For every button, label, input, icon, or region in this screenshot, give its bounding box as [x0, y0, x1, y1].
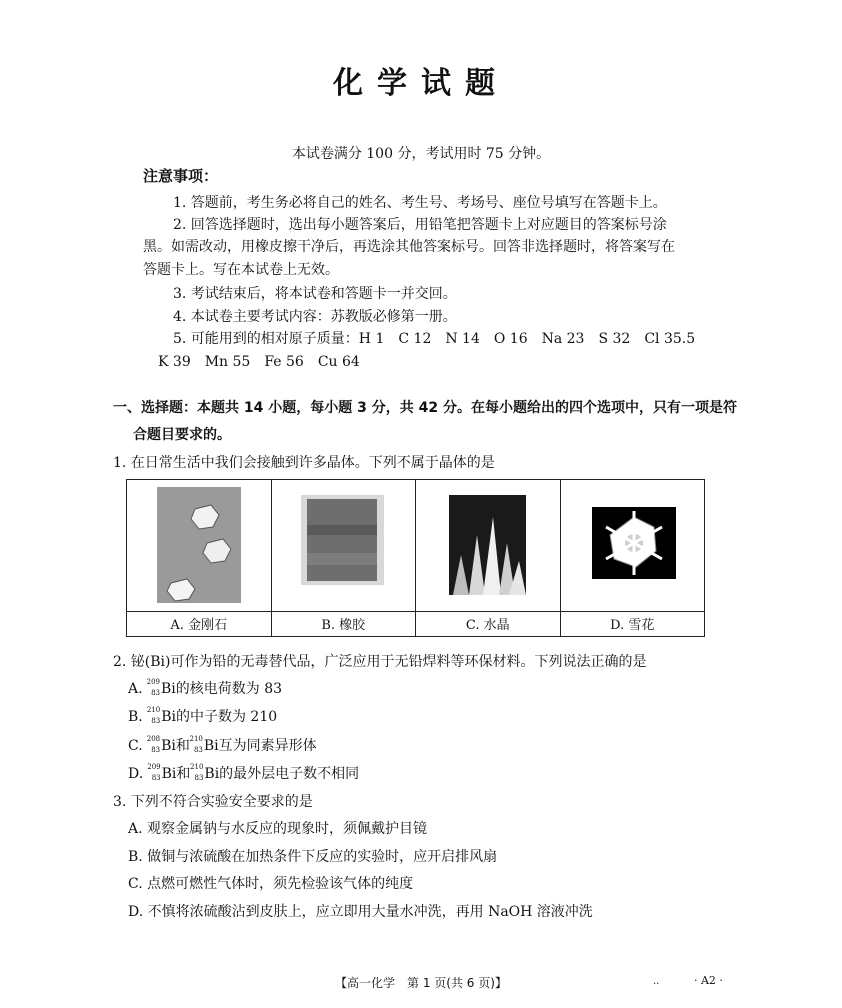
isotope-notation: 210 83 — [190, 763, 204, 782]
isotope-notation: 209 83 — [146, 678, 161, 697]
element-symbol: Bi — [203, 738, 219, 754]
q2-option-b — [128, 706, 277, 726]
isotope-notation: 210 83 — [189, 735, 203, 754]
page-title: 化学试题 — [333, 66, 509, 101]
q3-option-a: A. 观察金属钠与水反应的现象时，须佩戴护目镜 — [128, 821, 428, 837]
element-symbol: Bi — [204, 766, 220, 782]
diamond-image — [157, 487, 241, 603]
q3-option-b: B. 做铜与浓硫酸在加热条件下反应的实验时，应开启排风扇 — [128, 849, 498, 865]
notice-line: 1. 答题前，考生务必将自己的姓名、考生号、考场号、座位号填写在答题卡上。 — [173, 195, 667, 211]
question-3-stem: 3. 下列不符合实验安全要求的是 — [113, 794, 313, 810]
option-label: B. — [128, 709, 143, 725]
element-symbol: Bi — [161, 766, 177, 782]
element-symbol: Bi — [161, 709, 176, 725]
q1-image-table — [126, 479, 705, 637]
option-label: A. — [128, 681, 143, 697]
notice-line: K 39 Mn 55 Fe 56 Cu 64 — [158, 354, 360, 370]
element-symbol: Bi — [161, 738, 176, 754]
caption-b: B. 橡胶 — [321, 618, 366, 633]
q1-cell-a — [127, 480, 272, 636]
snowflake-image — [592, 507, 676, 579]
notice-line: 4. 本试卷主要考试内容：苏教版必修第一册。 — [173, 309, 457, 325]
section-heading-cont: 合题目要求的。 — [133, 427, 231, 443]
q2-option-a — [128, 678, 282, 698]
question-2-stem: 2. 铋(Bi)可作为铅的无毒替代品，广泛应用于无铅焊料等环保材料。下列说法正确的是 — [113, 654, 647, 670]
notice-line: 黑。如需改动，用橡皮擦干净后，再选涂其他答案标号。回答非选择题时，将答案写在 — [143, 239, 675, 255]
q1-cell-d — [561, 480, 705, 636]
element-symbol: Bi — [161, 681, 176, 697]
option-text: 的核电荷数为 83 — [175, 681, 283, 697]
isotope-notation: 209 83 — [147, 763, 161, 782]
q2-option-c — [128, 735, 317, 755]
footer-dots: .. — [653, 976, 660, 987]
option-text: 和 — [175, 738, 190, 754]
question-1-stem: 1. 在日常生活中我们会接触到许多晶体。下列不属于晶体的是 — [113, 455, 495, 471]
caption-divider — [126, 611, 705, 612]
rubber-image — [301, 495, 384, 585]
caption-c: C. 水晶 — [465, 618, 510, 633]
page-footer: 【高一化学 第 1 页(共 6 页)】 — [335, 976, 507, 990]
option-text: 的中子数为 210 — [175, 709, 278, 725]
notice-line: 3. 考试结束后，将本试卷和答题卡一并交回。 — [173, 286, 457, 302]
caption-a: A. 金刚石 — [170, 618, 228, 633]
notice-line: 2. 回答选择题时，选出每小题答案后，用铅笔把答题卡上对应题目的答案标号涂 — [173, 217, 667, 233]
isotope-notation: 208 83 — [146, 735, 161, 754]
option-label: D. — [128, 766, 144, 782]
option-text: 的最外层电子数不相同 — [219, 766, 360, 782]
quartz-image — [449, 495, 526, 595]
q3-option-d: D. 不慎将浓硫酸沾到皮肤上，应立即用大量水冲洗，再用 NaOH 溶液冲洗 — [128, 904, 593, 920]
q2-option-d — [128, 763, 359, 783]
caption-d: D. 雪花 — [610, 618, 655, 633]
option-text: 和 — [176, 766, 191, 782]
notice-line: 答题卡上。写在本试卷上无效。 — [143, 262, 339, 278]
notice-line: 5. 可能用到的相对原子质量：H 1 C 12 N 14 O 16 Na 23 S 32 Cl 35.5 — [173, 331, 696, 347]
q3-option-c: C. 点燃可燃性气体时，须先检验该气体的纯度 — [128, 876, 414, 892]
notice-heading: 注意事项： — [143, 167, 219, 185]
q1-cell-b — [272, 480, 417, 636]
section-heading: 一、选择题：本题共 14 小题，每小题 3 分，共 42 分。在每小题给出的四个选项中，只有一项是符 — [113, 400, 737, 416]
option-text: 互为同素异形体 — [218, 738, 317, 754]
q1-cell-c — [416, 480, 561, 636]
exam-info: 本试卷满分 100 分，考试用时 75 分钟。 — [291, 146, 551, 162]
option-label: C. — [128, 738, 143, 754]
paper-code: · A2 · — [694, 974, 723, 987]
isotope-notation: 210 83 — [146, 706, 161, 725]
